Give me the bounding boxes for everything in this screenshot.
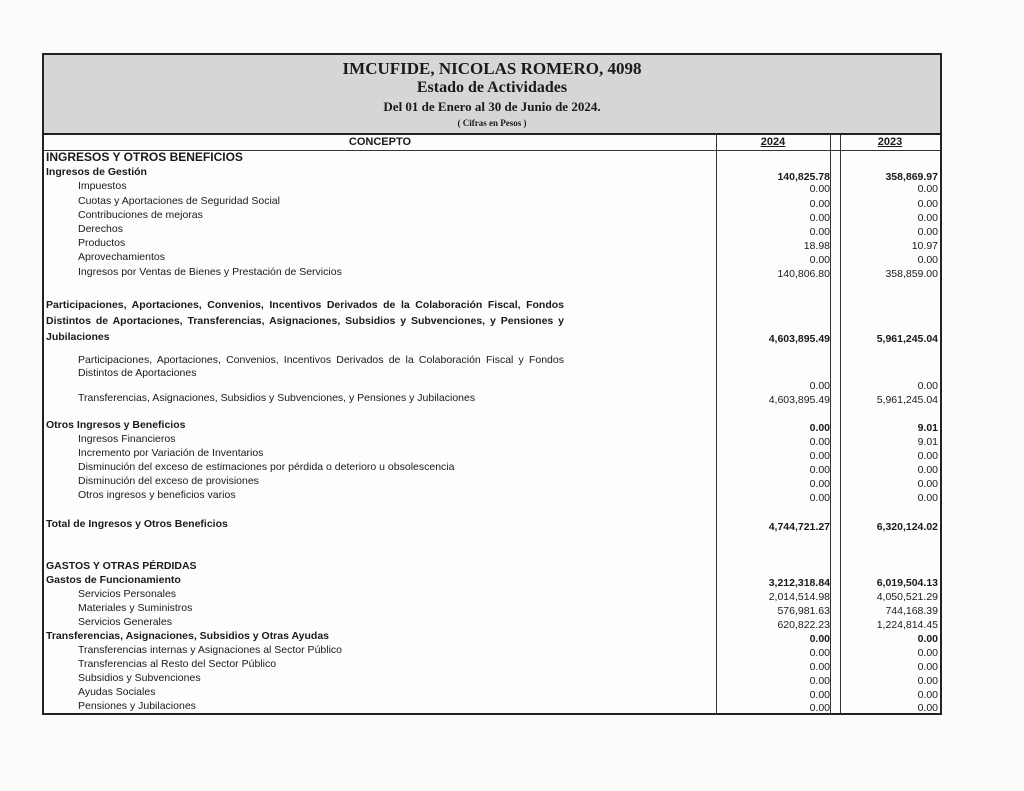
row-label: Subsidios y Subvenciones: [78, 672, 201, 684]
row-value-2023: 0.00: [917, 689, 938, 701]
row-label: Gastos de Funcionamiento: [46, 574, 181, 586]
row-value-2023: 0.00: [917, 450, 938, 462]
total-value-2023: 6,320,124.02: [876, 521, 938, 533]
financial-statement: [42, 53, 942, 715]
row-value-2024: 576,981.63: [777, 605, 830, 617]
row-value-2023: 0.00: [917, 380, 938, 392]
row-value-2024: 18.98: [803, 240, 830, 252]
row-value-2023: 0.00: [917, 633, 938, 645]
row-label: Impuestos: [78, 180, 127, 192]
row-label: Ingresos de Gestión: [46, 166, 147, 178]
row-value-2024: 140,806.80: [777, 268, 830, 280]
row-label: Cuotas y Aportaciones de Seguridad Social: [78, 195, 280, 207]
row-value-2023: 358,859.00: [885, 268, 938, 280]
total-row-label: Total de Ingresos y Otros Beneficios: [46, 518, 228, 530]
total-value-2024: 4,744,721.27: [768, 521, 830, 533]
row-value-2024: 620,822.23: [777, 619, 830, 631]
row-value-2024: 0.00: [809, 464, 830, 476]
row-value-2023: 1,224,814.45: [876, 619, 938, 631]
row-value-2024: 4,603,895.49: [768, 394, 830, 406]
row-value-2024: 0.00: [809, 478, 830, 490]
row-value-2023: 0.00: [917, 464, 938, 476]
row-value-2023: 0.00: [917, 675, 938, 687]
row-value-2024: 0.00: [809, 647, 830, 659]
row-value-2024: 0.00: [809, 492, 830, 504]
row-value-2024: 140,825.78: [777, 171, 830, 183]
row-label: Materiales y Suministros: [78, 602, 193, 614]
row-value-2023: 358,869.97: [885, 171, 938, 183]
row-value-2023: 5,961,245.04: [876, 394, 938, 406]
row-label: Servicios Generales: [78, 616, 172, 628]
row-label: Servicios Personales: [78, 588, 177, 600]
column-header-concept: CONCEPTO: [348, 136, 412, 148]
statement-period: Del 01 de Enero al 30 de Junio de 2024.: [383, 99, 601, 114]
row-label: Transferencias internas y Asignaciones al Sector Público: [78, 644, 342, 656]
row-label: Derechos: [78, 223, 123, 235]
column-divider: [830, 135, 831, 713]
row-value-2024: 0.00: [809, 212, 830, 224]
row-value-2024: 2,014,514.98: [768, 591, 830, 603]
row-label: Transferencias al Resto del Sector Público: [78, 658, 277, 670]
row-value-2023: 10.97: [911, 240, 938, 252]
column-divider: [716, 135, 717, 713]
row-value-2024: 0.00: [809, 633, 830, 645]
statement-units: ( Cifras en Pesos ): [457, 118, 527, 128]
statement-header: [44, 55, 940, 135]
row-label: Productos: [78, 237, 126, 249]
row-label: Otros ingresos y beneficios varios: [78, 489, 236, 501]
row-value-2023: 4,050,521.29: [876, 591, 938, 603]
row-value-2023: 0.00: [917, 254, 938, 266]
row-value-2024: 0.00: [809, 198, 830, 210]
row-label: Disminución del exceso de estimaciones por pérdida o deterioro u obsolescencia: [78, 461, 455, 473]
row-value-2023: 744,168.39: [885, 605, 938, 617]
row-value-2023: 0.00: [917, 212, 938, 224]
row-value-2024: 0.00: [809, 436, 830, 448]
row-label: Ingresos Financieros: [78, 433, 176, 445]
row-label: Participaciones, Aportaciones, Convenios, Incentivos Derivados de la Colaboración Fiscal y Fondos Distintos de Aportaciones: [78, 354, 564, 379]
row-value-2023: 0.00: [917, 478, 938, 490]
row-value-2023: 0.00: [917, 702, 938, 714]
statement-title: Estado de Actividades: [416, 79, 568, 96]
row-label: Ayudas Sociales: [78, 686, 156, 698]
row-value-2023: 5,961,245.04: [876, 333, 938, 345]
row-value-2023: 9.01: [917, 422, 938, 434]
row-value-2024: 0.00: [809, 254, 830, 266]
row-value-2024: 0.00: [809, 675, 830, 687]
row-value-2023: 9.01: [917, 436, 938, 448]
row-value-2024: 0.00: [809, 689, 830, 701]
column-header-2024: 2024: [760, 136, 786, 148]
row-value-2024: 0.00: [809, 226, 830, 238]
row-value-2023: 0.00: [917, 183, 938, 195]
row-value-2023: 0.00: [917, 492, 938, 504]
section-heading: INGRESOS Y OTROS BENEFICIOS: [46, 150, 243, 164]
row-value-2024: 3,212,318.84: [768, 577, 830, 589]
row-label: Disminución del exceso de provisiones: [78, 475, 259, 487]
row-value-2023: 0.00: [917, 661, 938, 673]
column-header-2023: 2023: [877, 136, 903, 148]
row-label: Pensiones y Jubilaciones: [78, 700, 196, 712]
section-heading: GASTOS Y OTRAS PÉRDIDAS: [46, 560, 197, 572]
row-value-2024: 4,603,895.49: [768, 333, 830, 345]
row-value-2024: 0.00: [809, 702, 830, 714]
row-label: Aprovechamientos: [78, 251, 165, 263]
row-value-2023: 6,019,504.13: [876, 577, 938, 589]
row-value-2024: 0.00: [809, 450, 830, 462]
row-label: Ingresos por Ventas de Bienes y Prestación de Servicios: [78, 266, 342, 278]
row-value-2024: 0.00: [809, 380, 830, 392]
column-divider: [840, 135, 841, 713]
row-value-2024: 0.00: [809, 422, 830, 434]
row-value-2023: 0.00: [917, 226, 938, 238]
row-value-2023: 0.00: [917, 647, 938, 659]
row-label: Participaciones, Aportaciones, Convenios, Incentivos Derivados de la Colaboración Fiscal, Fondos Distintos de Aportaciones, Transferencias, Asignaciones, Subsidios y Subvenciones, y Pensiones y Jubilaciones: [46, 299, 564, 343]
row-label: Contribuciones de mejoras: [78, 209, 203, 221]
row-label: Transferencias, Asignaciones, Subsidios y Otras Ayudas: [46, 630, 330, 642]
row-label: Transferencias, Asignaciones, Subsidios y Subvenciones, y Pensiones y Jubilaciones: [78, 392, 476, 404]
row-value-2024: 0.00: [809, 183, 830, 195]
entity-name: IMCUFIDE, NICOLAS ROMERO, 4098: [342, 59, 642, 78]
row-value-2024: 0.00: [809, 661, 830, 673]
row-value-2023: 0.00: [917, 198, 938, 210]
row-label: Incremento por Variación de Inventarios: [78, 447, 264, 459]
row-label: Otros Ingresos y Beneficios: [46, 419, 186, 431]
